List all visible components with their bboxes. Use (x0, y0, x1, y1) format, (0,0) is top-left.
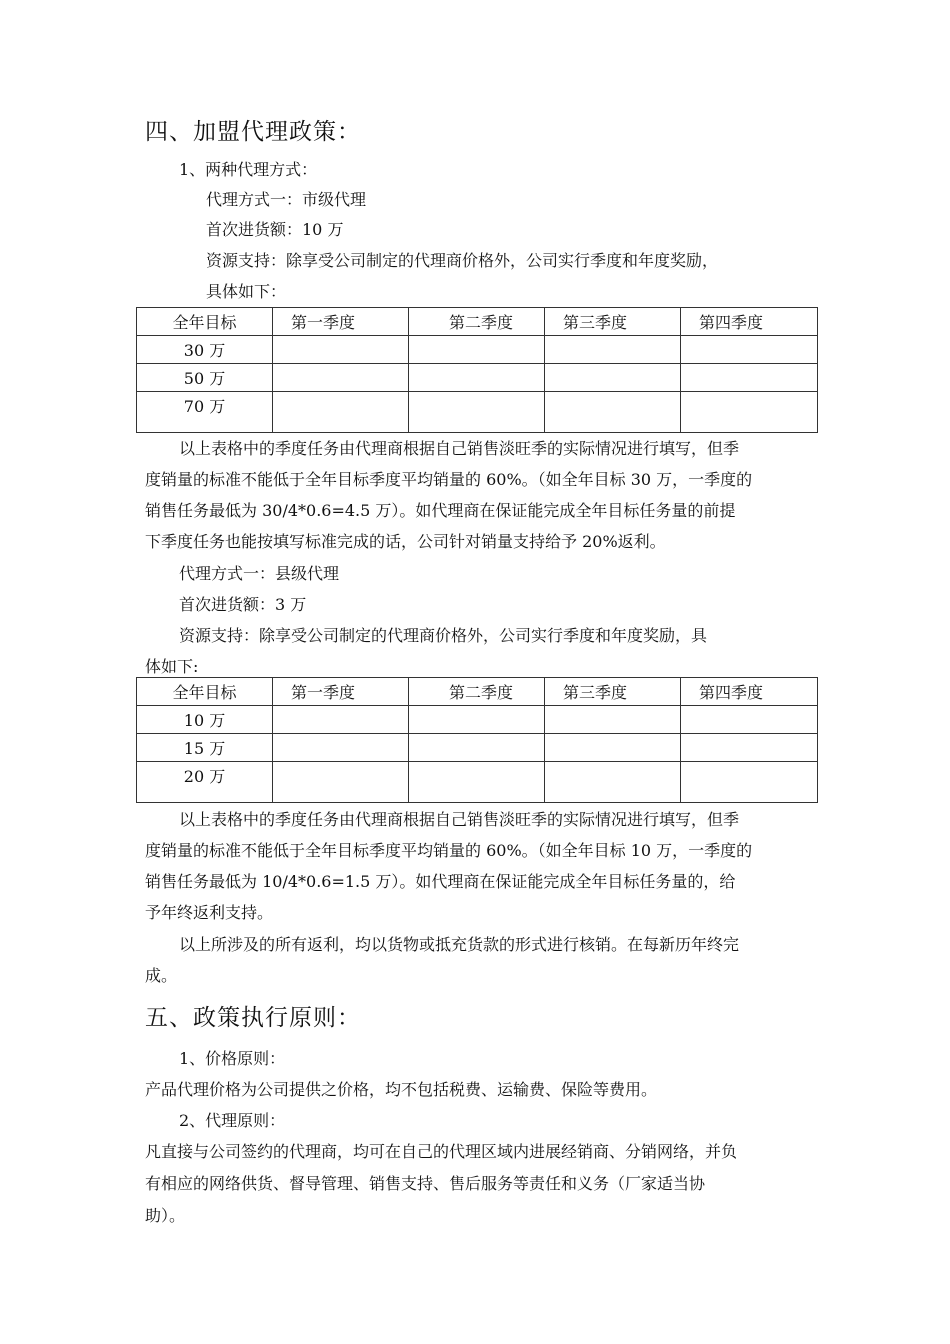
table-row (137, 734, 818, 762)
agency-modes-subheading: 1、两种代理方式： (179, 160, 318, 179)
header-cell: 第一季度 (273, 678, 409, 706)
agency-principle-title: 2、代理原则： (179, 1111, 286, 1130)
quarter-cell (681, 336, 818, 364)
mode1-title: 代理方式一：市级代理 (206, 190, 367, 209)
quarter-cell (409, 762, 545, 803)
mode1-note (145, 433, 821, 557)
note-line: 以上表格中的季度任务由代理商根据自己销售淡旺季的实际情况进行填写，但季 (179, 439, 740, 458)
price-principle-text: 产品代理价格为公司提供之价格，均不包括税费、运输费、保险等费用。 (145, 1080, 658, 1099)
county-agency-target-table (136, 677, 818, 803)
note-line: 以上所涉及的所有返利，均以货物或抵充货款的形式进行核销。在每新历年终完 (179, 935, 740, 954)
quarter-cell (681, 734, 818, 762)
target-cell: 30 万 (137, 336, 273, 364)
quarter-cell (681, 762, 818, 803)
table-row (137, 336, 818, 364)
header-cell: 第四季度 (681, 308, 818, 336)
quarter-cell (545, 734, 681, 762)
note-line: 销售任务最低为 30/4*0.6=4.5 万）。如代理商在保证能完成全年目标任务量的前提 (145, 501, 736, 520)
quarter-cell (545, 392, 681, 433)
mode2-support-line2: 体如下: (145, 657, 199, 676)
quarter-cell (409, 734, 545, 762)
quarter-cell (545, 762, 681, 803)
section-4-heading: 四、加盟代理政策： (145, 119, 361, 145)
header-cell: 第三季度 (545, 678, 681, 706)
header-cell: 第三季度 (545, 308, 681, 336)
mode1-support-line1: 资源支持：除享受公司制定的代理商价格外，公司实行季度和年度奖励， (206, 251, 719, 270)
mode2-first-purchase: 首次进货额：3 万 (179, 595, 307, 614)
note-line: 下季度任务也能按填写标准完成的话，公司针对销量支持给予 20%返利。 (145, 532, 666, 551)
quarter-cell (545, 706, 681, 734)
quarter-cell (409, 706, 545, 734)
mode1-support-line2: 具体如下： (206, 282, 287, 301)
header-cell: 第一季度 (273, 308, 409, 336)
target-cell: 70 万 (137, 392, 273, 433)
mode2-support-line1: 资源支持：除享受公司制定的代理商价格外，公司实行季度和年度奖励，具 (179, 626, 708, 645)
quarter-cell (545, 336, 681, 364)
quarter-cell (273, 364, 409, 392)
quarter-cell (273, 336, 409, 364)
quarter-cell (409, 364, 545, 392)
city-agency-target-table (136, 307, 818, 433)
target-cell: 50 万 (137, 364, 273, 392)
table-header-row (137, 678, 818, 706)
text-line: 凡直接与公司签约的代理商，均可在自己的代理区域内进展经销商、分销网络，并负 (145, 1142, 738, 1161)
text-line: 有相应的网络供货、督导管理、销售支持、售后服务等责任和义务（厂家适当协 (145, 1174, 706, 1193)
section-5-heading: 五、政策执行原则： (145, 1005, 361, 1031)
table-row (137, 392, 818, 433)
text-line: 助）。 (145, 1206, 186, 1225)
table-row (137, 762, 818, 803)
quarter-cell (273, 734, 409, 762)
table-row (137, 364, 818, 392)
target-cell: 15 万 (137, 734, 273, 762)
quarter-cell (409, 392, 545, 433)
quarter-cell (681, 392, 818, 433)
rebate-settlement-note (145, 929, 821, 991)
target-cell: 10 万 (137, 706, 273, 734)
quarter-cell (681, 706, 818, 734)
table-row (137, 706, 818, 734)
agency-principle-text (145, 1136, 821, 1232)
mode1-first-purchase: 首次进货额：10 万 (206, 220, 344, 239)
quarter-cell (409, 336, 545, 364)
target-cell: 20 万 (137, 762, 273, 803)
note-line: 成。 (145, 966, 178, 985)
quarter-cell (681, 364, 818, 392)
header-cell: 第二季度 (409, 678, 545, 706)
mode2-note (145, 804, 821, 928)
note-line: 以上表格中的季度任务由代理商根据自己销售淡旺季的实际情况进行填写，但季 (179, 810, 740, 829)
quarter-cell (545, 364, 681, 392)
header-cell: 第二季度 (409, 308, 545, 336)
note-line: 销售任务最低为 10/4*0.6=1.5 万）。如代理商在保证能完成全年目标任务量的，给 (145, 872, 736, 891)
price-principle-title: 1、价格原则： (179, 1049, 286, 1068)
quarter-cell (273, 762, 409, 803)
note-line: 予年终返利支持。 (145, 903, 274, 922)
table-header-row (137, 308, 818, 336)
note-line: 度销量的标准不能低于全年目标季度平均销量的 60%。（如全年目标 30 万，一季度的 (145, 470, 753, 489)
mode2-title: 代理方式一：县级代理 (179, 564, 340, 583)
quarter-cell (273, 392, 409, 433)
quarter-cell (273, 706, 409, 734)
header-cell: 全年目标 (137, 678, 273, 706)
note-line: 度销量的标准不能低于全年目标季度平均销量的 60%。（如全年目标 10 万，一季度的 (145, 841, 753, 860)
header-cell: 全年目标 (137, 308, 273, 336)
header-cell: 第四季度 (681, 678, 818, 706)
